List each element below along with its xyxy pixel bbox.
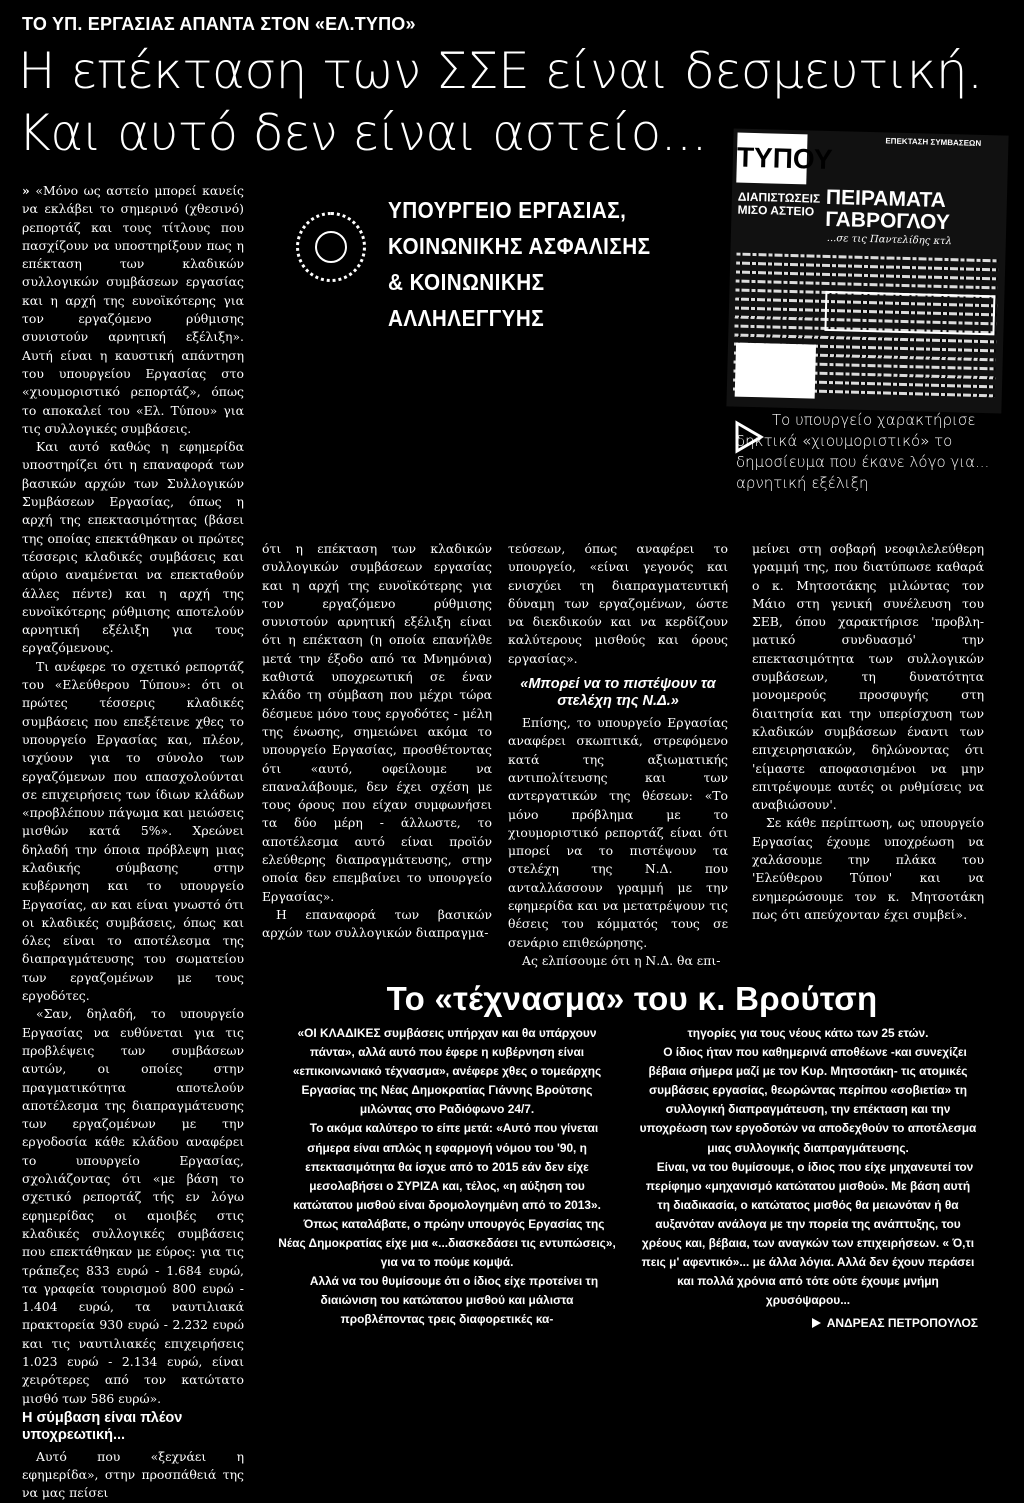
ministry-emblem-icon — [296, 212, 366, 282]
col2-paragraph-2: Η επαναφορά των βασικών αρχών των συλλογικών διαπραγμα- — [262, 906, 492, 941]
caption-text: Το υπουργείο χαρακτήρισε δηκτικά «χιουμοριστικό» το δημοσίευμα που έκανε λόγο για... αρνητική εξέλιξη — [736, 411, 990, 492]
ministry-logo-block — [296, 192, 736, 331]
col1-subhead: Η σύμβαση είναι πλέον υποχρεωτική... — [22, 1409, 183, 1443]
col3-paragraph-3: Ας ελπίσουμε ότι η Ν.Δ. θα επι- — [522, 952, 721, 968]
headline-line-2: Και αυτό δεν είναι αστείο... — [18, 104, 707, 162]
col1-paragraph-4: «Σαν, δηλαδή, το υπουργείο Εργασίας να ευθύνεται για τις προβλέψεις των συμβάσεων αυτών, οι οποίες στην πραγματικότητα αποτελούν αποτέλεσμα της διαπραγμάτευσης των εργαζομένων με την εργοδοσία κάθε κλάδου αναφέρει το υπουργείο Εργασίας, σχολιάζοντας ότι «με βάση το σχετικό ρεπορτάζ τής εν λόγω εφημερίδας οι αμοιβές στις κλαδικές συλλογικές συμβάσεις που επεκτάθηκαν με εύρος: για τις τράπεζες 833 ευρώ - 1.684 ευρώ, τα γραφεία τουρισμού 800 ευρώ - 1.404 ευρώ, τα ναυτιλιακά πρακτορεία 930 ευρώ - 2.232 ευρώ και τις ναυτιλιακές επιχειρήσεις 1.023 ευρώ - 2.134 ευρώ, είναι χειρότερες από τον κατώτατο μισθό των 586 ευρώ». — [22, 1006, 244, 1406]
frontpage-box — [824, 291, 995, 335]
col2-paragraph-1: ότι η επέκταση των κλαδικών συλλογικών συμβάσεων εργασίας και η αρχή της ευνοϊκότερης για τον εργαζόμενο ρύθμισης συνιστούν αρνητική εξέλιξη είναι ότι η επέκταση (η οποία επανήλθε μετά την έξοδο από τα Μνημόνια) καθιστά υποχρεωτική σε έναν κλάδο τη σύμβαση που μέχρι τώρα δέσμευε μόνο τους εργοδότες - μέλη της ένωσης, σημειώνει ακόμα το υπουργείο Εργασίας, προσθέτοντας ότι «αυτό, οφείλουμε να επαναλάβουμε, δεν έχει σχέση με τους όρους που είχαν συμφωνήσει τα δύο μέρη - άλλωστε, το αποτέλεσμα αυτό είναι προϊόν ελεύθερης διαπραγμάτευσης, στην οποία δεν επεμβαίνει το υπουργείο Εργασίας». — [262, 541, 492, 904]
col1-paragraph-2: Και αυτό καθώς η εφημερίδα υποστηρίζει ότι η επαναφορά των βασικών αρχών των Συλλογικών Συμβάσεων Εργασίας, όπως η αρχή της επεκτασιμότητας (βάσει της οποίας επεκτάθηκαν οι πρώτες τέσσερις κλαδικές συμβάσεις και αύριο αναμένεται να επεκταθούν άλλες πέντε) και η αρχή της ευνοϊκότερης ρύθμισης αποτελούν αρνητική εξέλιξη για τους εργαζόμενους. — [22, 439, 244, 656]
bottom-col1-paragraph-4: Αλλά να του θυμίσουμε ότι ο ίδιος είχε προτείνει τη διαιώνιση του κατώτατου μισθού και μάλιστα προβλέποντας τρεις διαφορετικές κα- — [309, 1274, 599, 1327]
article-column-4 — [752, 540, 984, 924]
bottom-col2-paragraph-2: Ο ίδιος ήταν που καθημερινά αποθέωνε -και συνεχίζει βέβαια σήμερα μαζί με τον Κυρ. Μητσοτάκη- τις ατομικές συμβάσεις εργασίας, θεωρώντας περίπου «σοβιετία» τη συλλογική διαπραγμάτευση, την επέκταση και την υποχρέωση των εργοδοτών να αποδεχθούν το αποτέλεσμα μιας συλλογικής διαπραγμάτευσης. — [639, 1045, 977, 1155]
article-column-3 — [508, 540, 728, 970]
byline-triangle-icon — [812, 1318, 821, 1328]
col1-paragraph-3: Τι ανέφερε το σχετικό ρεπορτάζ του «Ελεύθερου Τύπου»: ότι οι πρώτες τέσσερις κλαδικές συμβάσεις που επεξέτεινε χθες το υπουργείο Εργασίας και, πλέον, ισχύουν για το σύνολο των εργαζόμενων που απασχολούνται σε επιχειρήσεις των ίδιων κλάδων «προβλέπουν πάγωμα και μειώσεις μισθών κατά 5%». Χρεώνει δηλαδή την όποια πρόβλεψη μιας κλαδικής σύμβασης στην κυβέρνηση και το υπουργείο Εργασίας, αν και είναι γνωστό ότι οι κλαδικές συμβάσεις, όπως και όλες είναι το αποτέλεσμα της διαπραγμάτευσης του σωματείου των εργαζομένων με τους εργοδότες. — [22, 658, 244, 1004]
col1-paragraph-1: «Μόνο ως αστείο μπορεί κανείς να εκλάβει το σημερινό (χθεσινό) ρεπορτάζ και τους τίτλους που πασχίζουν να υποστηρίξουν πως η επέκταση των κλαδικών συλλογικών συμβάσεων εργασίας και η αρχή της ευνοϊκότερης για τον εργαζόμενο ρύθμισης συνιστούν αρνητική εξέλιξη». Αυτή είναι η καυστική απάντηση του υπουργείου Εργασίας στο «χιουμοριστικό ρεπορτάζ», όπως το αποκαλεί του «Ελ. Τύπου» για τις συλλογικές συμβάσεις. — [22, 183, 244, 436]
col1-paragraph-5: Αυτό που «ξεχνάει η εφημερίδα», στην προσπάθειά της να μας πείσει — [22, 1448, 244, 1501]
frontpage-headline: ΠΕΙΡΑΜΑΤΑ ΓΑΒΡΟΓΛΟΥ — [825, 185, 951, 235]
byline-author: ΑΝΔΡΕΑΣ ΠΕΤΡΟΠΟΥΛΟΣ — [826, 1316, 978, 1331]
frontpage-logo: ΤΥΠΟΥ — [736, 133, 807, 185]
bottom-col2-paragraph-3: Είναι, να του θυμίσουμε, ο ίδιος που είχε μηχανευτεί τον περίφημο «μηχανισμό κατώτατου μισθού». Με βάση αυτή τη διαδικασία, ο κατώτατος μισθός θα μειωνόταν ή θα αυξανόταν ανάλογα με την πορεία της ανάπτυξης, του χρέους και, βέβαια, των αναγκών των επιχειρήσεων. « Ό,τι πεις μ' αφεντικό»... με άλλα λόγια. Αλλά δεν έχουν περάσει και πολλά χρόνια από τότε ούτε έχουμε μνήμη χρυσόψαρου... — [641, 1159, 975, 1308]
bottom-column-2 — [638, 1024, 978, 1334]
image-caption — [736, 410, 1008, 494]
frontpage-sub: ...σε τις Παντελίδης κτλ — [826, 232, 953, 248]
article-column-1 — [22, 182, 244, 1503]
section-title: Το «τέχνασμα» του κ. Βρούτση — [386, 980, 878, 1017]
lead-marker-icon: » — [22, 183, 30, 198]
bottom-col1-paragraph-3: Όπως καταλάβατε, ο πρώην υπουργός Εργασίας της Νέας Δημοκρατίας είχε μια «...διασκεδάσει τις εντυπώσεις», για να το πούμε κομψά. — [278, 1216, 616, 1270]
caption-arrow-icon — [734, 420, 764, 454]
col3-paragraph-1: τεύσεων, όπως αναφέρει το υπουργείο, «είναι γεγονός και ενισχύει τη διαπραγματευτική δύναμη των εργαζομένων, ώστε να διεκδικούν και να κερδίζουν καλύτερους μισθούς και όρους εργασίας». — [508, 541, 728, 666]
col3-paragraph-2: Επίσης, το υπουργείο Εργασίας αναφέρει σκωπτικά, στρεφόμενο κατά της αξιωματικής αντιπολίτευσης και των αντεργατικών της θέσεων: «Το μόνο πρόβλημα με το χιουμοριστικό ρεπορτάζ είναι ότι μπορεί να το πιστέψουν τα στελέχη της Ν.Δ. που ανταλλάσσουν γραμμή με την εφημερίδα και να μετατρέψουν τις θέσεις του κόμματός τους σε σενάριο επιθεώρησης. — [508, 715, 728, 950]
col4-paragraph-2: Σε κάθε περίπτωση, ως υπουργείο Εργασίας έχουμε υποχρέωση να χαλάσουμε την πλάκα του 'Ελεύθερου Τύπου' και να ενημερώσουμε τον κ. Μητσοτάκη πως ότι απεύχονταν έχει συμβεί». — [752, 815, 984, 922]
bottom-column-1 — [278, 1024, 616, 1330]
bottom-col2-paragraph-1: τηγορίες για τους νέους κάτω των 25 ετών. — [687, 1026, 929, 1040]
headline-line-1: Η επέκταση των ΣΣΕ είναι δεσμευτική. — [18, 42, 983, 100]
ministry-name-line-1: ΥΠΟΥΡΓΕΙΟ ΕΡΓΑΣΙΑΣ, — [388, 197, 627, 223]
ministry-name — [388, 192, 694, 336]
newspaper-frontpage-image — [726, 128, 1008, 413]
frontpage-photo — [735, 343, 816, 399]
col4-paragraph-1: μείνει στη σοβαρή νεοφιλελεύθερη γραμμή της, που διατύπωσε καθαρά ο κ. Μητσοτάκης μιλώντας τον Μάιο στη γενική συνέλευση του ΣΕΒ, όπου χαρακτήρισε 'προβληματικό συνδυασμό' την επεκτασιμότητα των συλλογικών συμβάσεων, τη δυνατότητα μονομερούς προσφυγής στη διαιτησία και την υπερίσχυση των κλαδικών συμβάσεων έναντι των επιχειρησιακών, δηλώνοντας ότι 'είμαστε αποφασισμένοι να μην επιτρέψουμε αυτές οι ρυθμίσεις να αναβιώσουν'. — [752, 541, 984, 813]
bottom-col1-paragraph-1: «ΟΙ ΚΛΑΔΙΚΕΣ συμβάσεις υπήρχαν και θα υπάρχουν πάντα», αλλά αυτό που έφερε η κυβέρνηση είναι «επικοινωνιακό τέχνασμα», ανέφερε χθες ο τομεάρχης Εργασίας της Νέας Δημοκρατίας Γιάννης Βρούτσης μιλώντας στο Ραδιόφωνο 24/7. — [292, 1026, 602, 1117]
frontpage-small-text: ΕΠΕΚΤΑΣΗ ΣΥΜΒΑΣΕΩΝ — [885, 136, 982, 148]
article-column-2 — [262, 540, 492, 943]
byline — [638, 1314, 978, 1333]
col3-subhead: «Μπορεί να το πιστέψουν τα στελέχη της Ν.Δ.» — [520, 676, 716, 710]
bottom-col1-paragraph-2: Το ακόμα καλύτερο το είπε μετά: «Αυτό που γίνεται σήμερα είναι απλώς η εφαρμογή νόμου του '90, η επεκτασιμότητα θα ίσχυε από το 2015 εάν δεν είχε μεσολαβήσει ο ΣΥΡΙΖΑ και, τέλος, «η αύξηση του κατώτατου μισθού είναι δρομολογημένη από το 2013». — [293, 1121, 601, 1212]
ministry-name-line-2: ΚΟΙΝΩΝΙΚΗΣ ΑΣΦΑΛΙΣΗΣ — [388, 233, 651, 259]
frontpage-left-text: ΔΙΑΠΙΣΤΩΣΕΙΣ ΜΙΣΟ ΑΣΤΕΙΟ — [737, 189, 821, 219]
ministry-name-line-3: & ΚΟΙΝΩΝΙΚΗΣ ΑΛΛΗΛΕΓΓΥΗΣ — [388, 269, 545, 331]
kicker: ΤΟ ΥΠ. ΕΡΓΑΣΙΑΣ ΑΠΑΝΤΑ ΣΤΟΝ «ΕΛ.ΤΥΠΟ» — [22, 14, 416, 34]
